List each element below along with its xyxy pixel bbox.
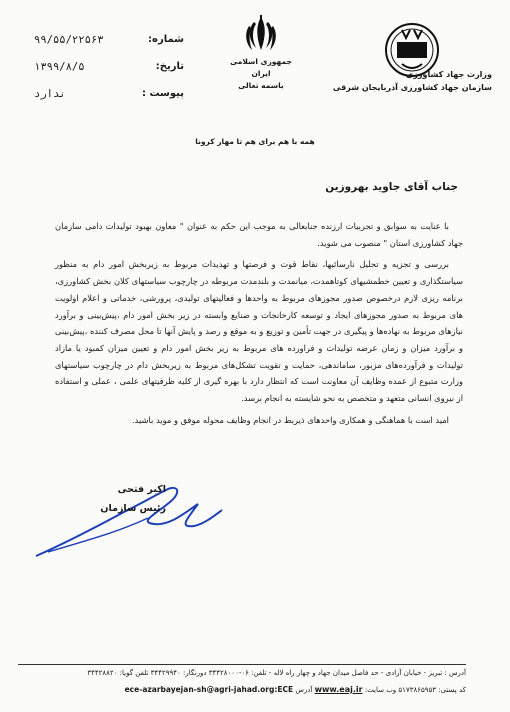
attachment-label: پیوست : (141, 88, 184, 99)
footer-address: آدرس : تبریز - خیابان آزادی - حد فاصل میدان جهاد و چهار راه لاله - تلفن: ۰۶-۳۴۴۲۸۰۰۰ دورنگار: ۳۴۴۲۹۹۴۰ تلفن گویا: ۳۴۴۲۸۸۲۰ (87, 669, 466, 677)
body-paragraph-1: با عنایت به سوابق و تجربیات ارزنده جنابعالی به موجب این حکم به عنوان " معاون بهبود تولیدات دامی سازمان جهاد کشاورزی استان " منصوب می شوید. (55, 221, 463, 248)
slogan: همه با هم برای هم تا مهار کرونا (195, 137, 315, 146)
footer-contact (22, 684, 466, 696)
signatory-title: رئیس سازمان (100, 503, 166, 514)
ministry-name: وزارت جهاد کشاورزی (405, 70, 492, 79)
footer-website-link[interactable]: www.eaj.ir (314, 685, 363, 694)
number-row (34, 26, 184, 53)
signatory-name: اکبر فتحی (117, 484, 166, 495)
body-paragraph-3: امید است با هماهنگی و همکاری واحدهای ذیربط در انجام وظایف محوله موفق و موید باشید. (132, 414, 449, 425)
body-paragraph-2: بررسی و تجزیه و تحلیل نارسائیها، نقاط قوت و فرصتها و تهدیدات مربوط به زیربخش امور دام به منظور سیاستگذاری و تعیین خطمشیهای کوتاهمدت، میانمدت و بلندمدت مربوطه در چارچوب سیاستهای کلان بخش کشاورزی، برنامه ریزی لازم درخصوص صدور مجوزهای مربوط به واحدها و فعالیتهای تولیدی، پرورشی، خدماتی و اعلام اولویت های مربوط به صدور مجوزهای ایجاد و توسعه کارخانجات و صنایع وابسته در زیر بخش امور دام ،پیش‌بینی و برآورد نیازهای مربوط به نهاده‌ها و پیگیری در جهت تأمین و توزیع و به موقع و رصد و پایش آنها تا محل مصرف کننده ،پیش‌بینی و برآورد میزان و زمان عرضه تولیدات و فراورده های مربوط به زیر بخش امور دام و تعیین میزان کمبود یا مازاد تولیدات و فرآورده‌های مزبور، ساماندهی، حمایت و تقویت تشکل‌های مربوط به زیربخش دام در چارچوب سیاستهای وزارت متبوع از عمده وظایف آن معاونت است که انتظار دارد با بهره گیری از کلیه ظرفیتهای علمی ، عملی و استفاده از نیروی انسانی متعهد و متخصص به نحو شایسته به انجام برسد. (55, 259, 463, 404)
number-label: شماره: (148, 34, 184, 45)
date-row (34, 53, 184, 80)
number-value: ۹۹/۵۵/۲۲۵۶۳ (34, 33, 104, 46)
date-value: ۱۳۹۹/۸/۵ (34, 60, 85, 73)
recipient: جناب آقای جاوید بهروزین (325, 181, 458, 193)
letter-meta (34, 26, 184, 107)
footer-address-label: آدرس (295, 686, 313, 694)
ministry-heading (332, 68, 492, 94)
footer-postal: کد پستی: ۵۱۷۳۸۶۵۹۵۳ وب سایت: (364, 686, 466, 694)
date-label: تاریخ: (155, 61, 184, 72)
footer-ece-address: ece-azarbayejan-sh@agri-jahad.org:ECE (124, 685, 294, 694)
republic-title: جمهوری اسلامی ایران (230, 57, 292, 78)
letter-body (55, 218, 463, 433)
header-center-text (220, 56, 302, 92)
bismillah: باسمه تعالی (238, 81, 284, 90)
iran-emblem-icon (243, 14, 279, 54)
footer-divider (18, 664, 466, 665)
attachment-value: ندارد (34, 87, 66, 100)
organization-name: سازمان جهاد کشاورزی آذربایجان شرقی (332, 83, 492, 92)
attachment-row (34, 80, 184, 107)
